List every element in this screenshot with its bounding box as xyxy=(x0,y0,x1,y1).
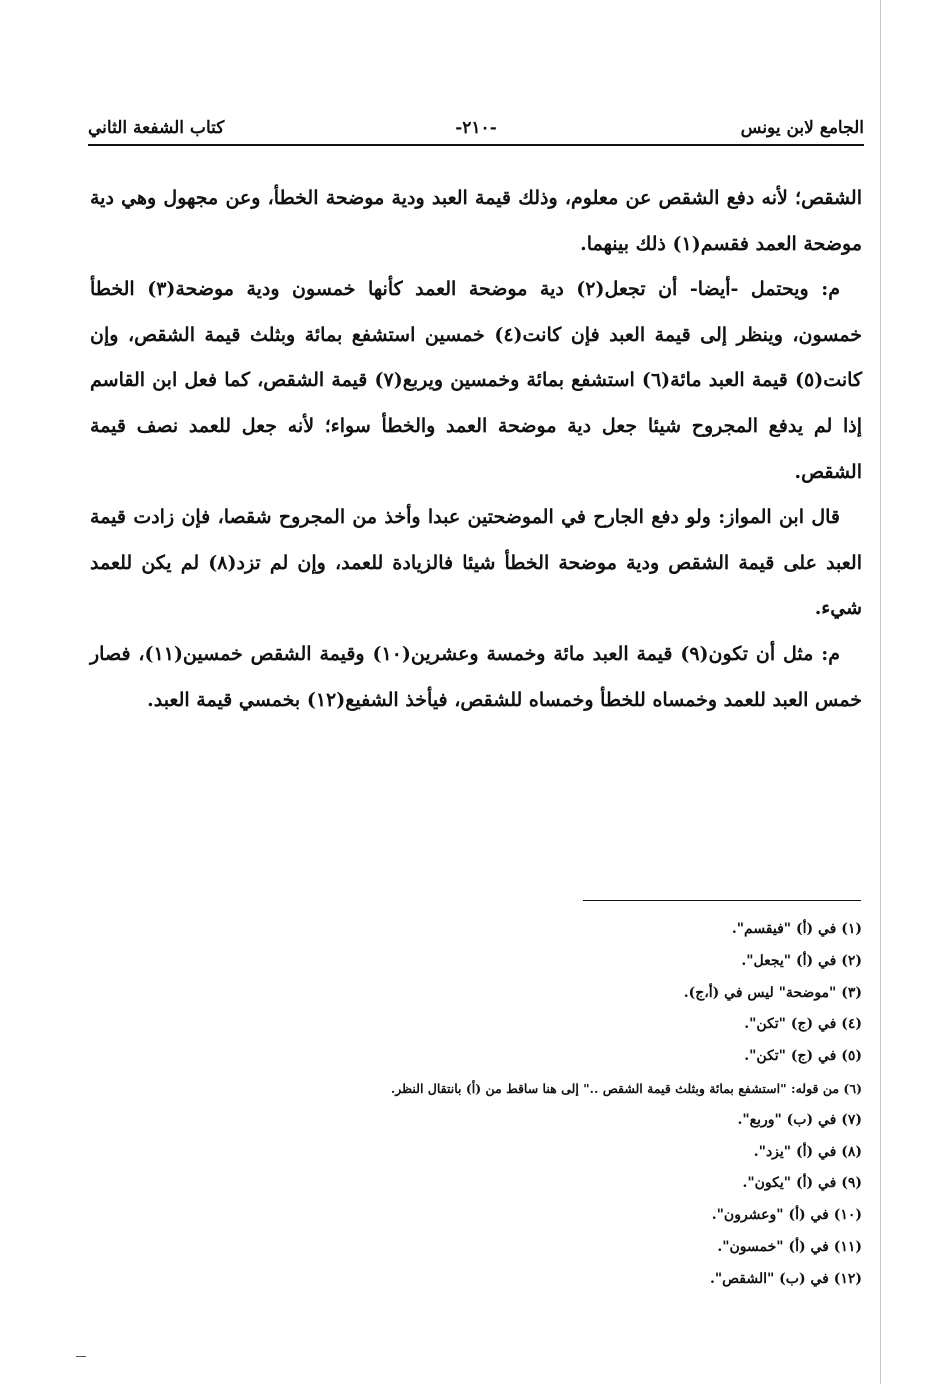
footnote-separator xyxy=(583,900,861,901)
footnote-2: (٢) في (أ) "يجعل". xyxy=(741,952,862,969)
footnote-7: (٧) في (ب) "وربع". xyxy=(737,1111,862,1128)
footnote-10: (١٠) في (أ) "وعشرون". xyxy=(711,1207,862,1224)
paragraph-1: الشقص؛ لأنه دفع الشقص عن معلوم، وذلك قيمة العبد ودية موضحة الخطأ، وعن مجهول وهي دية موضحة العمد فقسم(١) ذلك بينهما. xyxy=(90,187,862,255)
book-title: الجامع لابن يونس xyxy=(740,118,864,138)
page-header xyxy=(88,112,864,146)
footnote-5: (٥) في (ج) "تكن". xyxy=(744,1048,862,1065)
section-title: كتاب الشفعة الثاني xyxy=(88,118,225,138)
scan-mark xyxy=(76,1356,86,1357)
footnote-4: (٤) في (ج) "تكن". xyxy=(744,1016,862,1033)
paragraph-4: م: مثل أن تكون(٩) قيمة العبد مائة وخمسة وعشرين(١٠) وقيمة الشقص خمسين(١١)، فصار خمس العبد للعمد وخمساه للخطأ وخمساه للشقص، فيأخذ الشفيع(١٢) بخمسي قيمة العبد. xyxy=(90,642,862,711)
footnote-11: (١١) في (أ) "خمسون". xyxy=(717,1238,862,1255)
footnote-8: (٨) في (أ) "يزد". xyxy=(753,1143,862,1160)
footnote-1: (١) في (أ) "فيقسم". xyxy=(731,921,862,937)
footnote-9: (٩) في (أ) "يكون". xyxy=(742,1175,862,1192)
header-rule xyxy=(88,144,864,146)
page-number: -٢١٠- xyxy=(455,118,497,138)
footnote-12: (١٢) في (ب) "الشقص". xyxy=(709,1270,862,1287)
scan-edge-line xyxy=(880,0,881,1384)
paragraph-2: م: ويحتمل -أيضا- أن تجعل(٢) دية موضحة العمد كأنها خمسون ودية موضحة(٣) الخطأ خمسون، وينظر إلى قيمة العبد فإن كانت(٤) خمسين استشفع بمائة وبثلث قيمة الشقص، وإن كانت(٥) قيمة العبد مائة(٦) استشفع بمائة وخمسين ويربع(٧) قيمة الشقص، كما فعل ابن القاسم إذا لم يدفع المجروح شيئا جعل دية موضحة العمد والخطأ سواء؛ لأنه جعل للعمد نصف قيمة الشقص. xyxy=(90,278,862,483)
footnote-3: (٣) "موضحة" ليس في (أ،ج). xyxy=(683,984,862,1001)
footnote-6: (٦) من قوله: "استشفع بمائة وبثلث قيمة الشقص .." إلى هنا ساقط من (أ) بانتقال النظر. xyxy=(390,1080,862,1096)
main-text xyxy=(90,176,862,723)
paragraph-3: قال ابن المواز: ولو دفع الجارح في الموضحتين عبدا وأخذ من المجروح شقصا، فإن زادت قيمة العبد على قيمة الشقص ودية موضحة الخطأ شيئا فالزيادة للعمد، وإن لم تزد(٨) لم يكن للعمد شيء. xyxy=(90,506,863,620)
footnotes xyxy=(150,914,862,1296)
